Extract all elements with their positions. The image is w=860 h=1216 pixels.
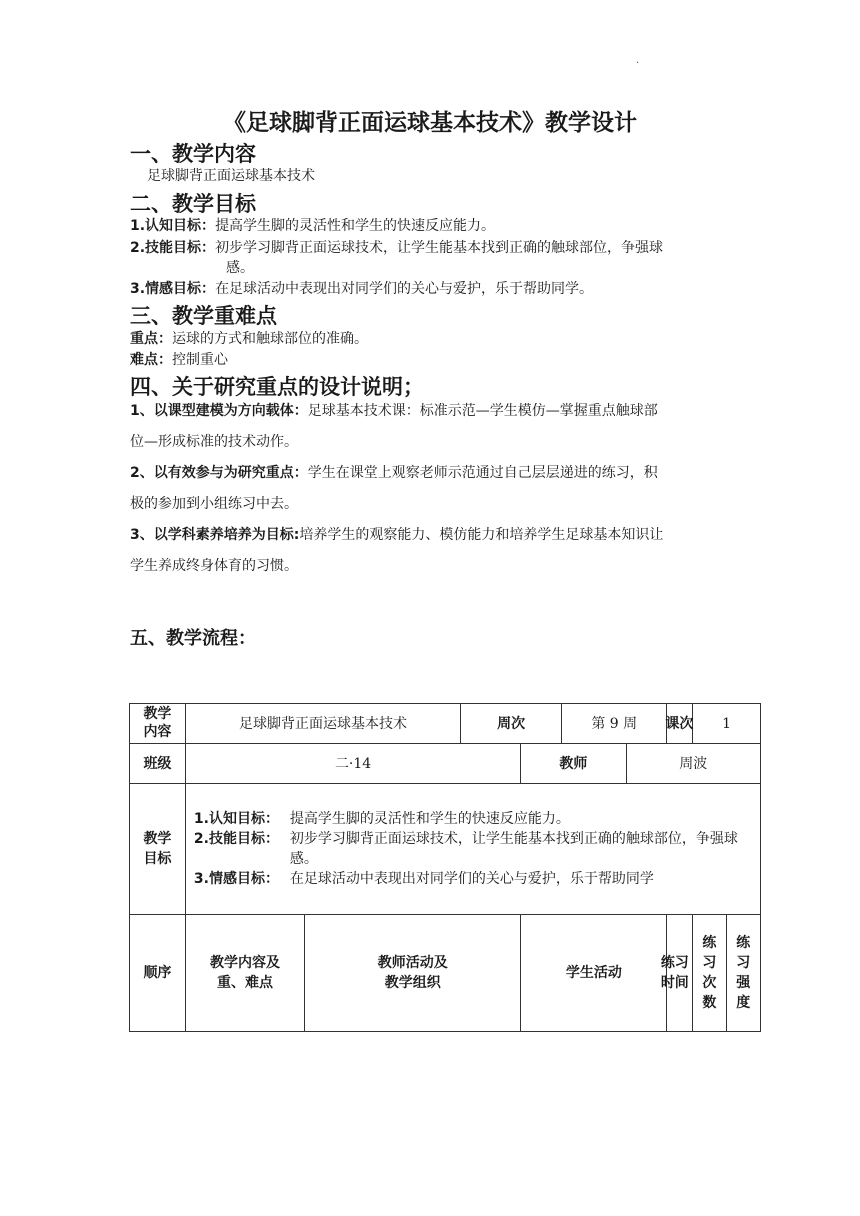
table-row <box>130 744 761 784</box>
document-title: 《足球脚背正面运球基本技术》教学设计 <box>223 110 637 136</box>
section-heading-goals: 二、教学目标 <box>130 192 256 216</box>
col-header-content: 教学内容及重、难点 <box>185 915 304 1032</box>
goal-text: 提高学生脚的灵活性和学生的快速反应能力。 <box>215 218 496 234</box>
goal-item <box>130 278 593 298</box>
col-header-student-activity: 学生活动 <box>521 915 667 1032</box>
col-header-practice-time: 练习时间 <box>667 915 693 1032</box>
table-goal-label: 3.情感目标： <box>193 871 279 887</box>
content-label-cell: 教学内容 <box>130 704 186 744</box>
col-header-practice-count: 练习次数 <box>693 915 726 1032</box>
teacher-value-cell: 周波 <box>626 744 760 784</box>
difficult-point-text: 控制重心 <box>172 352 228 368</box>
table-goal-item <box>194 829 748 869</box>
section-heading-design-notes: 四、关于研究重点的设计说明； <box>130 375 424 399</box>
design-note <box>130 400 658 420</box>
goal-text: 在足球活动中表现出对同学们的关心与爱护，乐于帮助同学。 <box>215 281 594 297</box>
table-row <box>130 784 761 915</box>
table-goal-label: 1.认知目标： <box>193 811 279 827</box>
col-header-teacher-activity: 教师活动及教学组织 <box>305 915 521 1032</box>
table-goal-text: 提高学生脚的灵活性和学生的快速反应能力。 <box>289 811 570 827</box>
design-note-continued: 位—形成标准的技术动作。 <box>130 434 298 450</box>
page-mark: · <box>636 58 640 69</box>
difficult-point <box>130 349 228 369</box>
lesson-value-cell: 1 <box>693 704 761 744</box>
design-note-text: 足球基本技术课：标准示范—学生模仿—掌握重点触球部 <box>307 403 658 419</box>
table-goal-item <box>194 809 748 829</box>
goal-text: 初步学习脚背正面运球技术，让学生能基本找到正确的触球部位，争强球 <box>215 240 664 256</box>
goal-label: 1.认知目标： <box>130 218 216 234</box>
content-value-cell: 足球脚背正面运球基本技术 <box>185 704 460 744</box>
difficult-point-label: 难点： <box>130 352 172 368</box>
lesson-label-cell: 课次 <box>667 704 693 744</box>
col-header-practice-intensity: 练习强度 <box>726 915 760 1032</box>
design-note-continued: 学生养成终身体育的习惯。 <box>130 558 298 574</box>
design-note-continued: 极的参加到小组练习中去。 <box>130 496 298 512</box>
design-note <box>130 462 658 482</box>
goals-label-cell: 教学目标 <box>130 784 186 915</box>
table-goal-item <box>194 869 748 889</box>
design-note <box>130 524 663 544</box>
table-goal-text: 初步学习脚背正面运球技术，让学生能基本找到正确的触球部位，争强球感。 <box>289 831 738 867</box>
goal-label: 3.情感目标： <box>130 281 216 297</box>
design-note-label: 2、以有效参与为研究重点： <box>130 465 308 481</box>
key-point-label: 重点： <box>130 331 172 347</box>
goal-item <box>130 215 495 235</box>
teacher-label-cell: 教师 <box>521 744 626 784</box>
table-row <box>130 704 761 744</box>
design-note-text: 培养学生的观察能力、模仿能力和培养学生足球基本知识让 <box>299 527 664 543</box>
goal-text-continued: 感。 <box>226 260 254 276</box>
key-point-text: 运球的方式和触球部位的准确。 <box>172 331 368 347</box>
key-point <box>130 328 368 348</box>
table-header-row <box>130 915 761 1032</box>
goal-label: 2.技能目标： <box>130 240 216 256</box>
class-value-cell: 二·14 <box>185 744 520 784</box>
design-note-label: 3、以学科素养培养为目标: <box>130 527 300 543</box>
design-note-label: 1、以课型建模为方向载体： <box>130 403 308 419</box>
table-goal-label: 2.技能目标： <box>193 831 279 847</box>
design-note-text: 学生在课堂上观察老师示范通过自己层层递进的练习，积 <box>307 465 658 481</box>
goals-cell <box>185 784 760 915</box>
section-heading-key-points: 三、教学重难点 <box>130 304 277 328</box>
goal-item <box>130 237 663 257</box>
class-label-cell: 班级 <box>130 744 186 784</box>
section-content-text: 足球脚背正面运球基本技术 <box>147 168 315 184</box>
section-heading-content: 一、教学内容 <box>130 142 256 166</box>
col-header-order: 顺序 <box>130 915 186 1032</box>
week-label-cell: 周次 <box>461 704 562 744</box>
section-heading-process: 五、教学流程： <box>130 628 256 649</box>
week-value-cell: 第 9 周 <box>562 704 667 744</box>
lesson-plan-table <box>129 703 761 1032</box>
table-goal-text: 在足球活动中表现出对同学们的关心与爱护，乐于帮助同学 <box>289 871 654 887</box>
